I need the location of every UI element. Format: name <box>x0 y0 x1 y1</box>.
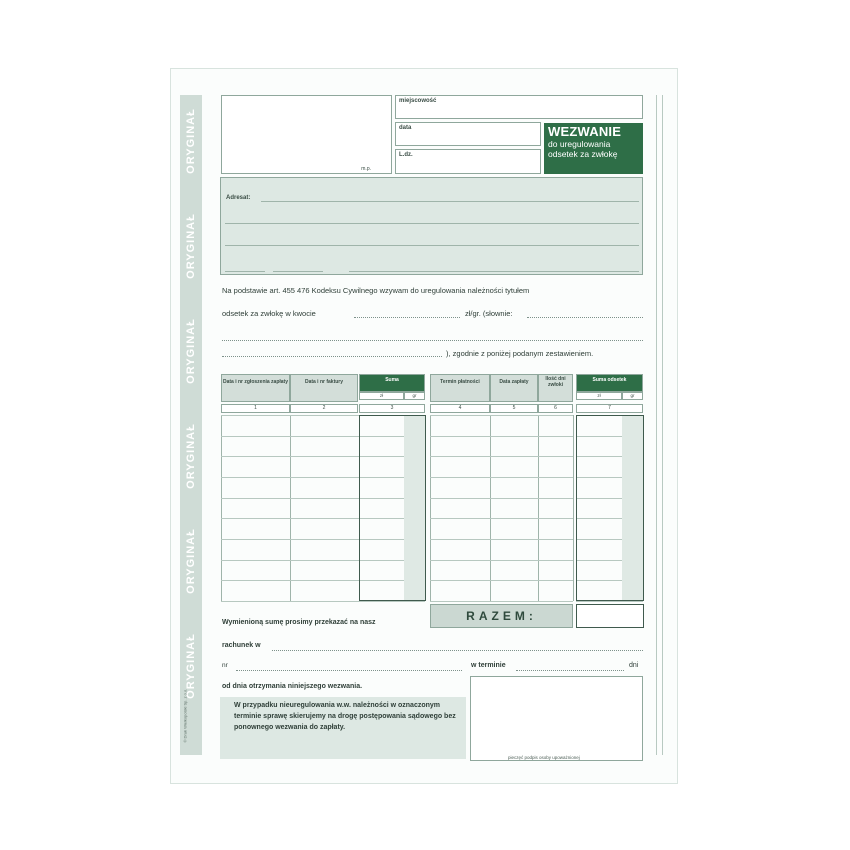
bank-field[interactable] <box>272 650 643 651</box>
title-line: do uregulowania <box>548 139 611 149</box>
table-row <box>430 539 573 540</box>
street-line <box>349 271 639 272</box>
words-text: zł/gr. (słownie: <box>465 309 513 318</box>
table-row <box>430 518 573 519</box>
days-label: dni <box>629 662 639 669</box>
document-title <box>544 123 643 174</box>
table-row <box>430 415 573 416</box>
col-number: 7 <box>576 404 643 413</box>
col-header-sum: Suma <box>359 374 425 392</box>
amount-words-field-2[interactable] <box>222 340 643 341</box>
account-number-label: nr <box>222 662 228 669</box>
place-field[interactable] <box>395 95 643 119</box>
title-line: odsetek za zwłokę <box>548 149 618 159</box>
sub-header-zl: zł <box>359 392 404 400</box>
col-number: 4 <box>430 404 490 413</box>
table-column-line <box>538 415 539 601</box>
account-label: rachunek w <box>222 642 261 649</box>
from-date-text: od dnia otrzymania niniejszego wezwania. <box>222 683 363 690</box>
right-rule <box>662 95 663 755</box>
sub-header-gr: gr <box>404 392 425 400</box>
signature-box[interactable] <box>470 676 643 761</box>
statement-text: ), zgodnie z poniżej podanym zestawieniem. <box>446 349 594 358</box>
title-main: WEZWANIE <box>548 124 622 139</box>
table-row <box>430 498 573 499</box>
address-label: Adresat: <box>226 195 251 201</box>
stamp-box[interactable] <box>221 95 392 174</box>
original-label: ORYGINAŁ <box>185 318 197 384</box>
col-header: Data i nr zgłoszenia zapłaty <box>221 374 290 402</box>
ldz-field[interactable] <box>395 149 541 174</box>
table-row <box>576 601 643 602</box>
ldz-label: L.dz. <box>399 152 413 158</box>
print-note: © Druk Wielkopolski Sp. z o.o. <box>182 688 188 743</box>
table-column-line <box>290 415 291 601</box>
amount-text: odsetek za zwłokę w kwocie <box>222 309 316 318</box>
right-rule <box>656 95 657 755</box>
legal-notice: W przypadku nieuregulowania w.w. należności w oznaczonym terminie sprawę skierujemy na drogę postępowania sądowego bez ponownego wezwania do zapłaty. <box>220 697 466 759</box>
sub-header-gr: gr <box>622 392 643 400</box>
table-row <box>430 477 573 478</box>
table-column-line <box>490 415 491 601</box>
address-block[interactable] <box>220 177 643 275</box>
address-line <box>225 245 639 246</box>
original-label: ORYGINAŁ <box>185 423 197 489</box>
deadline-label: w terminie <box>471 662 506 669</box>
col-header: Data i nr faktury <box>290 374 358 402</box>
date-field[interactable] <box>395 122 541 146</box>
col-number: 2 <box>290 404 358 413</box>
col-number: 1 <box>221 404 290 413</box>
table-row <box>430 560 573 561</box>
legal-basis-text: Na podstawie art. 455 476 Kodeksu Cywilnego wzywam do uregulowania należności tytułem <box>222 286 530 295</box>
address-line <box>261 201 639 202</box>
table-column-line <box>430 415 431 601</box>
amount-words-field[interactable] <box>527 317 643 318</box>
table-row <box>430 456 573 457</box>
interest-column-frame <box>576 415 644 601</box>
postcode-line <box>225 271 265 272</box>
original-label: ORYGINAŁ <box>185 633 197 699</box>
table-row <box>430 436 573 437</box>
account-number-field[interactable] <box>236 670 462 671</box>
col-header: Termin płatności <box>430 374 490 402</box>
amount-field[interactable] <box>354 317 460 318</box>
col-header: Ilość dni zwłoki <box>538 374 573 402</box>
table-row <box>430 601 573 602</box>
col-number: 6 <box>538 404 573 413</box>
col-number: 3 <box>359 404 425 413</box>
stamp-label: m.p. <box>361 166 371 172</box>
date-label: data <box>399 125 412 131</box>
place-label: miejscowość <box>399 98 437 104</box>
sum-column-frame <box>359 415 426 601</box>
col-number: 5 <box>490 404 538 413</box>
city-line <box>273 271 323 272</box>
table-column-line <box>221 415 222 601</box>
total-label: RAZEM: <box>430 604 573 628</box>
signature-caption: pieczęć podpis osoby upoważnionej <box>508 755 580 760</box>
deadline-field[interactable] <box>516 670 624 671</box>
table-row <box>430 580 573 581</box>
transfer-text: Wymienioną sumę prosimy przekazać na nasz <box>222 619 376 626</box>
col-header-interest: Suma odsetek <box>576 374 643 392</box>
sub-header-zl: zł <box>576 392 622 400</box>
total-field[interactable] <box>576 604 644 628</box>
original-label: ORYGINAŁ <box>185 213 197 279</box>
original-label: ORYGINAŁ <box>185 528 197 594</box>
table-row <box>221 601 425 602</box>
address-line <box>225 223 639 224</box>
amount-words-field-3[interactable] <box>222 356 442 357</box>
original-label: ORYGINAŁ <box>185 108 197 174</box>
table-column-line <box>573 415 574 601</box>
col-header: Data zapłaty <box>490 374 538 402</box>
